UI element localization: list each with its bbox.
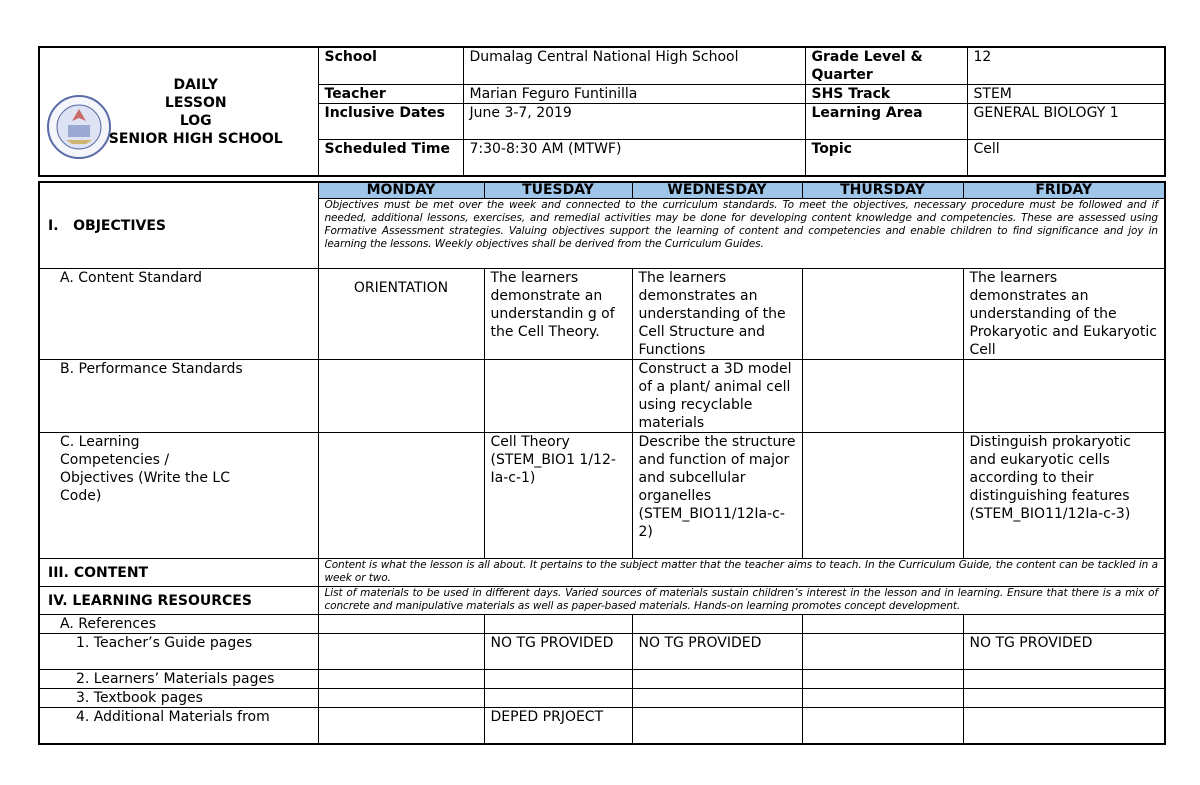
tg-row: [39, 634, 1165, 670]
objectives-label: I. OBJECTIVES: [39, 199, 318, 269]
empty-cell: [963, 670, 1165, 689]
empty-cell: [802, 708, 963, 744]
empty-cell: [963, 615, 1165, 634]
tg-label: 1. Teacher’s Guide pages: [39, 634, 318, 670]
title-line: LOG: [179, 113, 212, 129]
blank-cell: [39, 182, 318, 199]
topic-value: Cell: [967, 140, 1165, 176]
competencies-thursday: [802, 433, 963, 559]
competencies-friday: Distinguish prokaryotic and eukaryotic cells according to their distinguishing features (STEM_BIO11/12Ia-c-3): [963, 433, 1165, 559]
dates-value: June 3-7, 2019: [463, 104, 805, 140]
empty-cell: [318, 689, 484, 708]
teacher-value: Marian Feguro Funtinilla: [463, 85, 805, 104]
content-note: Content is what the lesson is all about. It pertains to the subject matter that the teacher aims to teach. In the Curriculum Guide, the content can be tackled in a week or two.: [318, 559, 1165, 587]
objectives-row: [39, 199, 1165, 269]
lm-row: [39, 670, 1165, 689]
grade-value: 12: [967, 47, 1165, 85]
content-standard-row: [39, 269, 1165, 360]
empty-cell: [484, 689, 632, 708]
day-thursday: THURSDAY: [802, 182, 963, 199]
resources-note: List of materials to be used in different days. Varied sources of materials sustain children’s interest in the lesson and in learning. Ensure that there is a mix of concrete and manipulative materials as well as paper-based materials. Hands-on learning promotes concept development.: [318, 587, 1165, 615]
empty-cell: [963, 689, 1165, 708]
resources-label: IV. LEARNING RESOURCES: [39, 587, 318, 615]
performance-friday: [963, 360, 1165, 433]
tg-tuesday: NO TG PROVIDED: [484, 634, 632, 670]
content-standard-label: A. Content Standard: [39, 269, 318, 360]
title-line: SENIOR HIGH SCHOOL: [108, 131, 283, 147]
empty-cell: [632, 689, 802, 708]
empty-cell: [484, 615, 632, 634]
day-friday: FRIDAY: [963, 182, 1165, 199]
dll-title: [80, 76, 312, 148]
tg-wednesday: NO TG PROVIDED: [632, 634, 802, 670]
day-tuesday: TUESDAY: [484, 182, 632, 199]
lm-label: 2. Learners’ Materials pages: [39, 670, 318, 689]
day-monday: MONDAY: [318, 182, 484, 199]
competencies-row: [39, 433, 1165, 559]
area-label: Learning Area: [805, 104, 967, 140]
objectives-note: Objectives must be met over the week and connected to the curriculum standards. To meet the objectives, necessary procedure must be followed and if needed, additional lessons, exercises, and remedial activities may be done for developing content knowledge and competencies. These are assessed using Formative Assessment strategies. Valuing objectives support the learning of content and competencies and enable children to find significance and joy in learning the lessons. Weekly objectives shall be derived from the Curriculum Guides.: [318, 199, 1165, 269]
tg-friday: NO TG PROVIDED: [963, 634, 1165, 670]
competencies-wednesday: Describe the structure and function of major and subcellular organelles (STEM_BIO11/12Ia-c-2): [632, 433, 802, 559]
performance-standards-label: B. Performance Standards: [39, 360, 318, 433]
performance-monday: [318, 360, 484, 433]
references-label: A. References: [39, 615, 318, 634]
performance-standards-row: [39, 360, 1165, 433]
time-value: 7:30-8:30 AM (MTWF): [463, 140, 805, 176]
empty-cell: [802, 615, 963, 634]
empty-cell: [802, 689, 963, 708]
empty-cell: [632, 615, 802, 634]
title-line: LESSON: [164, 95, 227, 111]
empty-cell: [802, 670, 963, 689]
content-label: III. CONTENT: [39, 559, 318, 587]
topic-label: Topic: [805, 140, 967, 176]
textbook-label: 3. Textbook pages: [39, 689, 318, 708]
content-standard-tuesday: The learners demonstrate an understandin g of the Cell Theory.: [484, 269, 632, 360]
additional-tuesday: DEPED PRJOECT: [484, 708, 632, 744]
resources-row: [39, 587, 1165, 615]
track-value: STEM: [967, 85, 1165, 104]
empty-cell: [632, 670, 802, 689]
title-block: [39, 47, 318, 176]
content-standard-thursday: [802, 269, 963, 360]
empty-cell: [632, 708, 802, 744]
grade-label: Grade Level & Quarter: [805, 47, 967, 85]
time-label: Scheduled Time: [318, 140, 463, 176]
empty-cell: [318, 634, 484, 670]
empty-cell: [963, 708, 1165, 744]
content-standard-friday: The learners demonstrates an understanding of the Prokaryotic and Eukaryotic Cell: [963, 269, 1165, 360]
title-line: DAILY: [173, 77, 219, 93]
day-wednesday: WEDNESDAY: [632, 182, 802, 199]
content-standard-monday: ORIENTATION: [318, 269, 484, 360]
empty-cell: [318, 615, 484, 634]
additional-label: 4. Additional Materials from: [39, 708, 318, 744]
performance-wednesday: Construct a 3D model of a plant/ animal cell using recyclable materials: [632, 360, 802, 433]
lesson-log-table: [38, 181, 1166, 745]
empty-cell: [484, 670, 632, 689]
dates-label: Inclusive Dates: [318, 104, 463, 140]
area-value: GENERAL BIOLOGY 1: [967, 104, 1165, 140]
performance-tuesday: [484, 360, 632, 433]
school-value: Dumalag Central National High School: [463, 47, 805, 85]
performance-thursday: [802, 360, 963, 433]
textbook-row: [39, 689, 1165, 708]
content-row: [39, 559, 1165, 587]
empty-cell: [318, 708, 484, 744]
competencies-monday: [318, 433, 484, 559]
additional-row: [39, 708, 1165, 744]
teacher-label: Teacher: [318, 85, 463, 104]
empty-cell: [318, 670, 484, 689]
school-label: School: [318, 47, 463, 85]
competencies-tuesday: Cell Theory (STEM_BIO1 1/12-Ia-c-1): [484, 433, 632, 559]
track-label: SHS Track: [805, 85, 967, 104]
header-table: [38, 46, 1166, 177]
days-row: [39, 182, 1165, 199]
content-standard-wednesday: The learners demonstrates an understanding of the Cell Structure and Functions: [632, 269, 802, 360]
competencies-label: C. Learning Competencies / Objectives (Write the LC Code): [39, 433, 318, 559]
references-row: [39, 615, 1165, 634]
empty-cell: [802, 634, 963, 670]
